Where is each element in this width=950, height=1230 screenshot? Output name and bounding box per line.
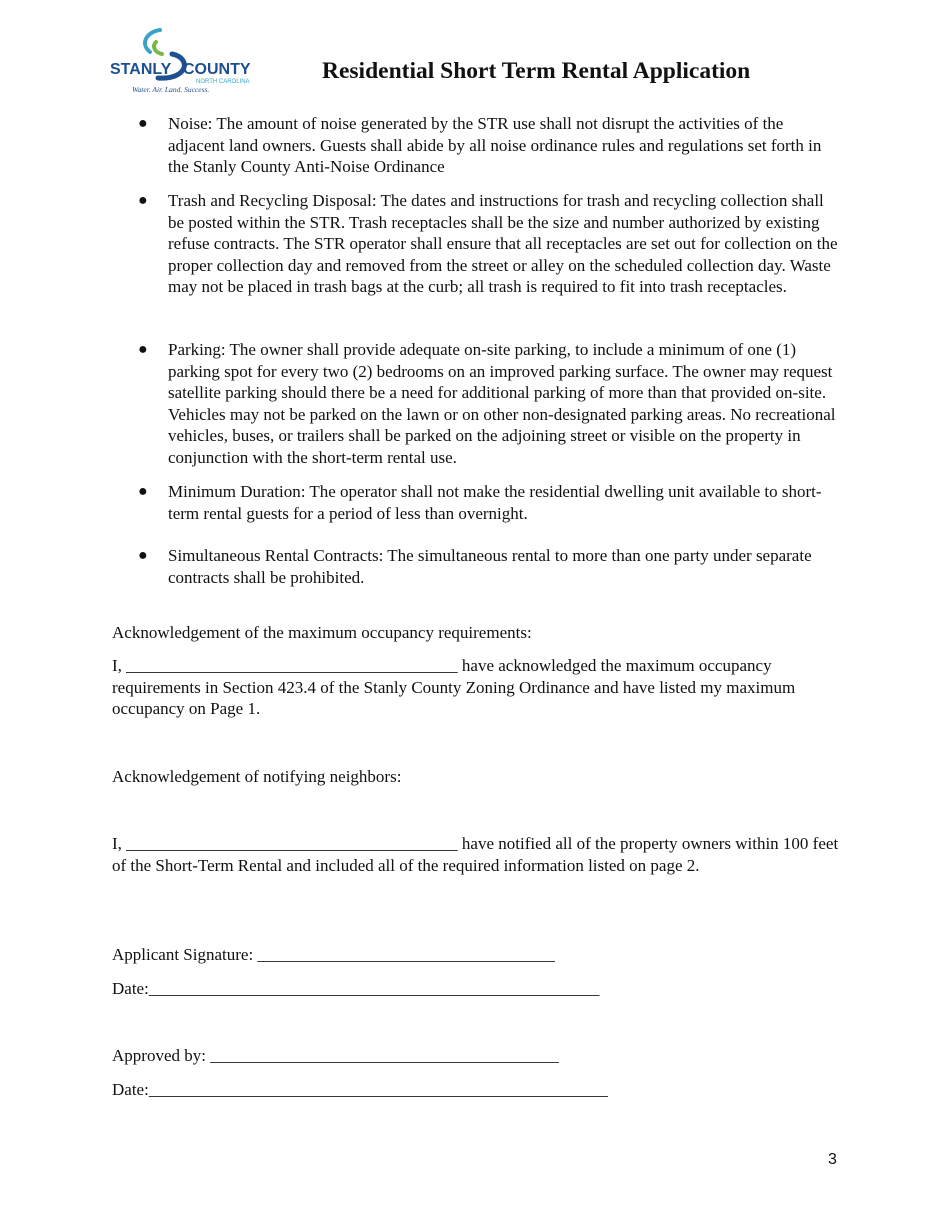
logo-graphic bbox=[110, 24, 250, 96]
page-number: 3 bbox=[828, 1151, 837, 1168]
list-item-minimum-duration bbox=[138, 481, 843, 524]
list-item-text: Trash and Recycling Disposal: The dates and instructions for trash and recycling collection shall be posted within the STR. Trash receptacles shall be the size and number authorized by existing refuse contracts. The STR operator shall ensure that all receptacles are set out for collection on the proper collection day and removed from the street or alley on the scheduled collection day. Waste may not be placed in trash bags at the curb; all trash is required to fit into trash receptacles. bbox=[168, 191, 838, 296]
bullet-dot-icon: ● bbox=[138, 483, 148, 500]
approved-by-field: Approved by: _________________________________________ bbox=[112, 1046, 559, 1065]
bullet-dot-icon: ● bbox=[138, 547, 148, 564]
neighbors-heading: Acknowledgement of notifying neighbors: bbox=[112, 767, 402, 786]
bullet-dot-icon: ● bbox=[138, 341, 148, 358]
stanly-county-logo bbox=[110, 24, 250, 96]
logo-tagline: Water. Air. Land. Success. bbox=[132, 85, 210, 94]
approval-date-field: Date:______________________________________________________ bbox=[112, 1080, 608, 1099]
neighbors-statement: I, _______________________________________ have notified all of the property owners within 100 feet of the Short-Term Rental and included all of the required information listed on page 2. bbox=[112, 834, 839, 875]
list-item-parking bbox=[138, 339, 843, 468]
list-item-text: Simultaneous Rental Contracts: The simultaneous rental to more than one party under separate contracts shall be prohibited. bbox=[168, 546, 812, 587]
applicant-signature-field: Applicant Signature: ___________________________________ bbox=[112, 945, 555, 964]
page-title: Residential Short Term Rental Application bbox=[322, 58, 751, 84]
applicant-date-field: Date:_____________________________________________________ bbox=[112, 979, 600, 998]
list-item-text: Parking: The owner shall provide adequate on-site parking, to include a minimum of one (1) parking spot for every two (2) bedrooms on an improved parking surface. The owner may request satellite parking should there be a need for additional parking of more than that provided on-site. Vehicles may not be parked on the lawn or on other non-designated parking areas. No recreational vehicles, buses, or trailers shall be parked on the adjoining street or visible on the property in conjunction with the short-term rental use. bbox=[168, 340, 836, 467]
logo-name-right: COUNTY bbox=[183, 61, 250, 78]
list-item-trash bbox=[138, 190, 843, 298]
occupancy-heading: Acknowledgement of the maximum occupancy requirements: bbox=[112, 623, 532, 642]
list-item-simultaneous-rental bbox=[138, 545, 843, 588]
list-item-text: Noise: The amount of noise generated by the STR use shall not disrupt the activities of the adjacent land owners. Guests shall abide by all noise ordinance rules and regulations set forth in the Stanly County Anti-Noise Ordinance bbox=[168, 114, 822, 176]
list-item-noise bbox=[138, 113, 843, 178]
bullet-dot-icon: ● bbox=[138, 115, 148, 132]
list-item-text: Minimum Duration: The operator shall not make the residential dwelling unit available to short-term rental guests for a period of less than overnight. bbox=[168, 482, 822, 523]
logo-name-left: STANLY bbox=[110, 61, 172, 78]
logo-state: NORTH CAROLINA bbox=[196, 79, 250, 85]
bullet-dot-icon: ● bbox=[138, 192, 148, 209]
occupancy-statement: I, _______________________________________ have acknowledged the maximum occupancy requirements in Section 423.4 of the Stanly County Zoning Ordinance and have listed my maximum occupancy on Page 1. bbox=[112, 656, 796, 718]
